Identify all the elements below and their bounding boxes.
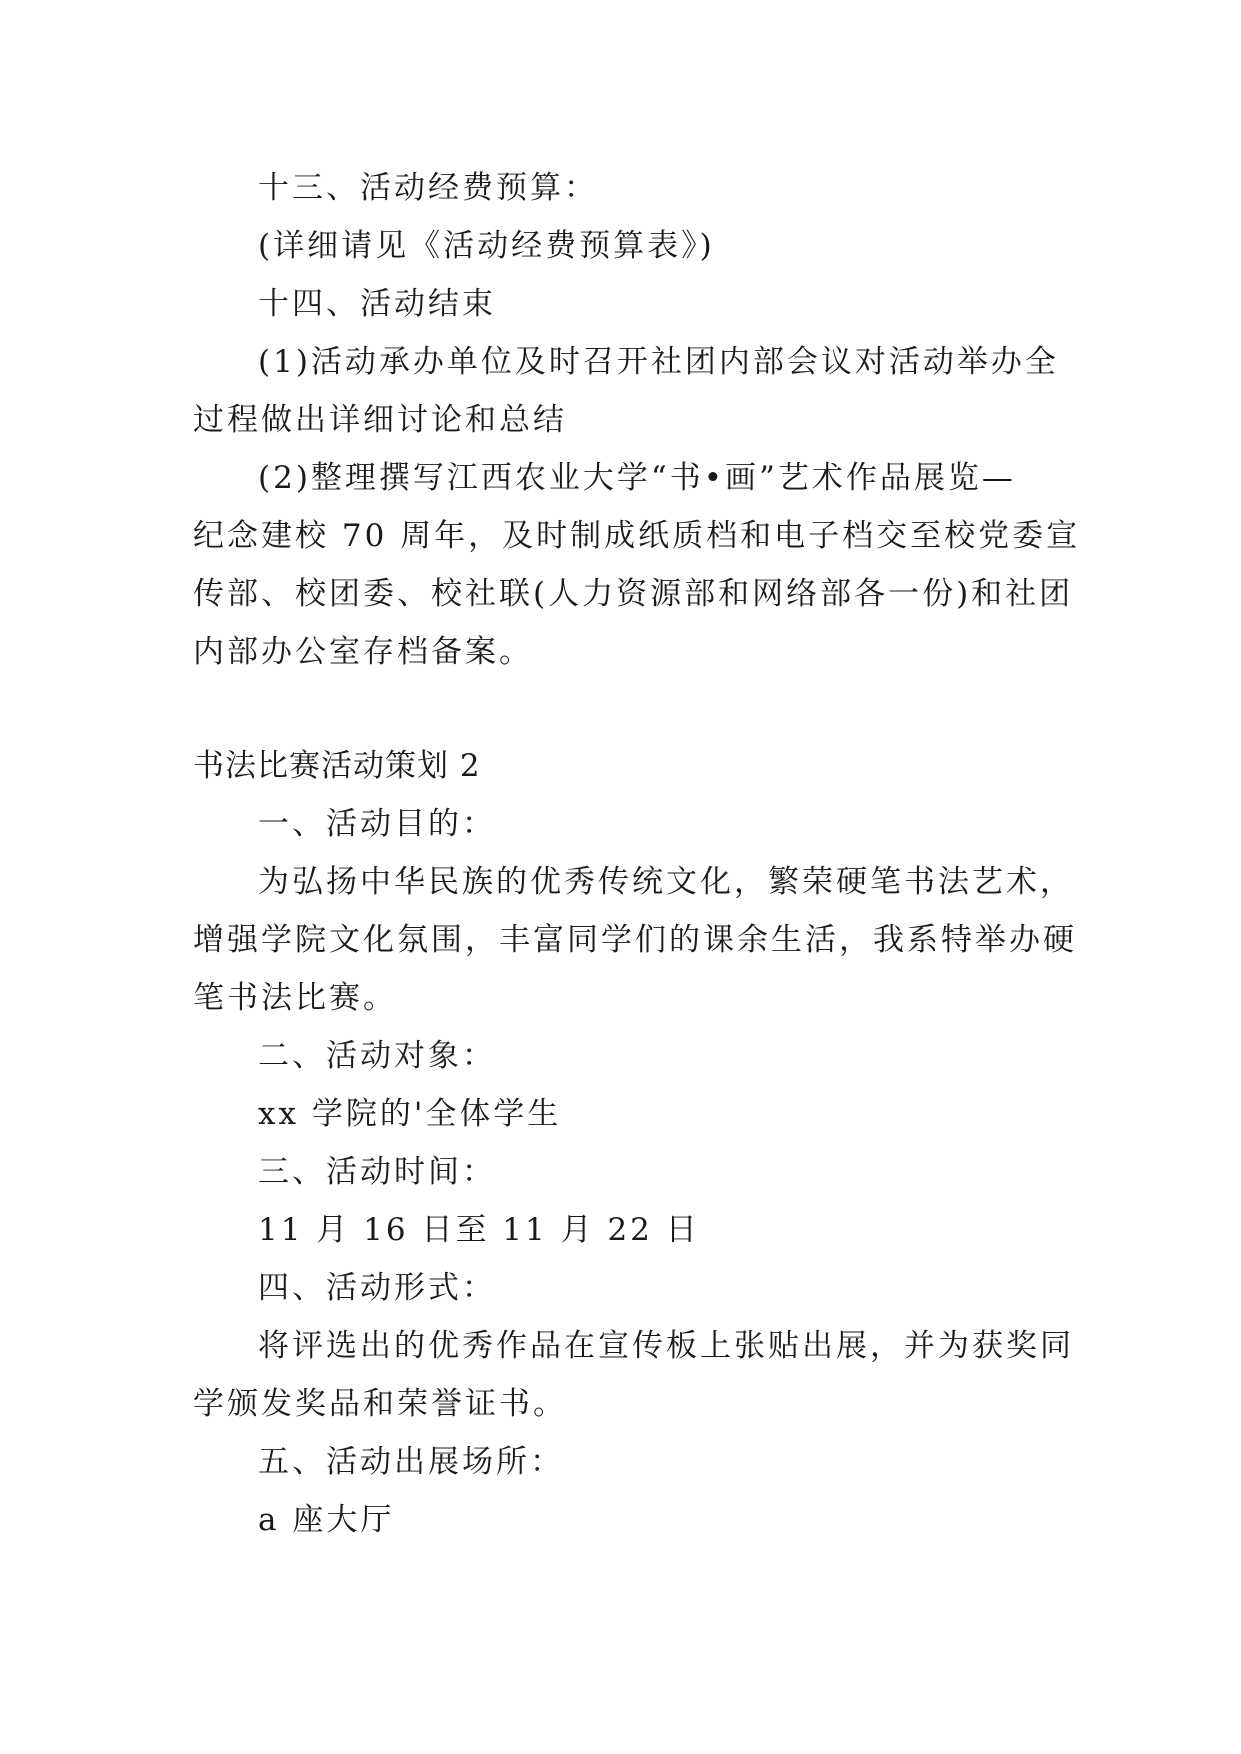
paragraph-line: 为弘扬中华民族的优秀传统文化，繁荣硬笔书法艺术， [258,864,1074,900]
paragraph-line: 传部、校团委、校社联(人力资源部和网络部各一份)和社团 [193,576,1074,612]
paragraph-line: (详细请见《活动经费预算表》) [258,228,715,264]
paragraph-line: xx 学院的'全体学生 [258,1096,562,1132]
paragraph-line: (1)活动承办单位及时召开社团内部会议对活动举办全 [258,344,1059,380]
paragraph-line: 学颁发奖品和荣誉证书。 [193,1386,567,1422]
paragraph-line: a 座大厅 [258,1502,395,1538]
section-heading-end: 十四、活动结束 [258,286,496,322]
paragraph-line: 将评选出的优秀作品在宣传板上张贴出展，并为获奖同 [258,1328,1074,1364]
document-section-title: 书法比赛活动策划 2 [193,748,481,784]
paragraph-line: 11 月 16 日至 11 月 22 日 [258,1212,700,1248]
paragraph-line: (2)整理撰写江西农业大学“书•画”艺术作品展览— [258,460,1016,496]
paragraph-line: 增强学院文化氛围，丰富同学们的课余生活，我系特举办硬 [193,922,1077,958]
paragraph-line: 内部办公室存档备案。 [193,634,533,670]
section-heading-format: 四、活动形式： [258,1270,496,1306]
paragraph-line: 笔书法比赛。 [193,980,397,1016]
section-heading-purpose: 一、活动目的： [258,806,496,842]
section-heading-time: 三、活动时间： [258,1154,496,1190]
section-heading-venue: 五、活动出展场所： [258,1444,564,1480]
section-heading-budget: 十三、活动经费预算： [258,170,598,206]
paragraph-line: 纪念建校 70 周年，及时制成纸质档和电子档交至校党委宣 [193,518,1081,554]
paragraph-line: 过程做出详细讨论和总结 [193,402,567,438]
section-heading-audience: 二、活动对象： [258,1038,496,1074]
